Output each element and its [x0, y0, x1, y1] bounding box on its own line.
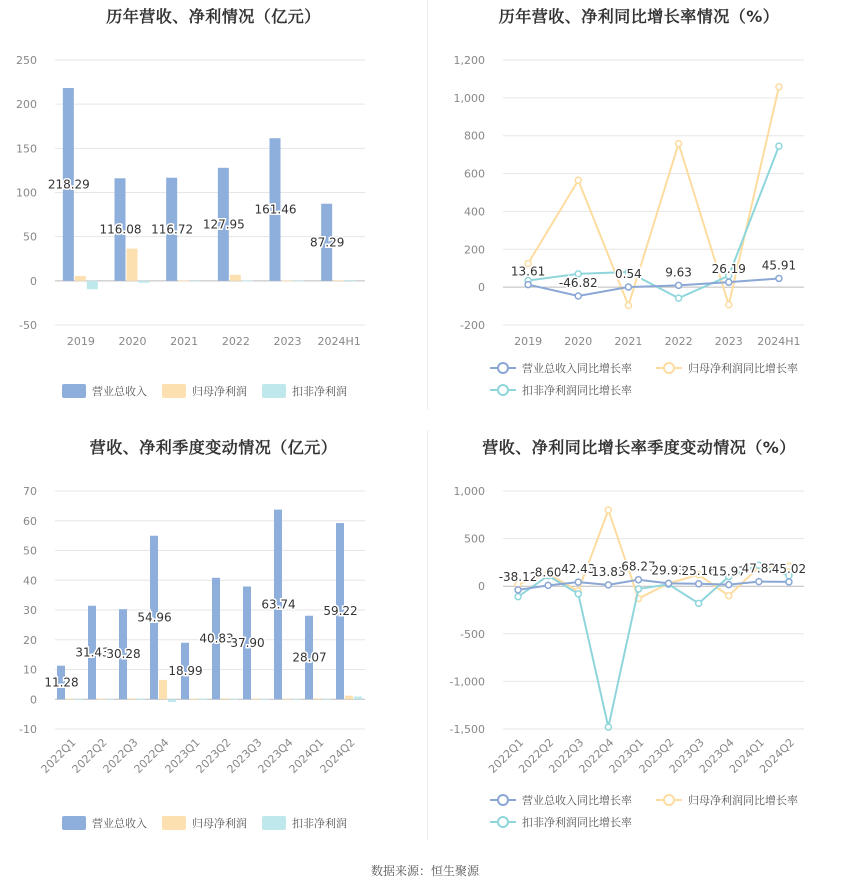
bar — [137, 699, 145, 700]
y-tick-label: 1,000 — [453, 485, 485, 498]
data-point — [726, 302, 732, 308]
x-tick-label: 2022Q1 — [38, 735, 79, 776]
bar — [354, 697, 362, 700]
data-label: 15.97 — [711, 564, 746, 579]
y-tick-label: 150 — [16, 142, 37, 156]
x-tick-label: 2020 — [564, 335, 593, 348]
legend-label: 营业总收入同比增长率 — [522, 362, 632, 375]
data-point — [525, 282, 531, 288]
data-label: 54.96 — [137, 610, 172, 625]
legend-label: 扣非净利润同比增长率 — [522, 816, 632, 829]
chart-title: 历年营收、净利同比增长率情况（%） — [498, 7, 780, 26]
legend-label: 营业总收入 — [92, 385, 147, 398]
x-tick-label: 2023Q4 — [696, 735, 737, 776]
bar — [345, 696, 353, 700]
panel-quarterly-growth — [428, 425, 850, 855]
legend-marker-swatch — [498, 817, 508, 827]
x-tick-label: 2022Q2 — [516, 735, 557, 776]
data-point — [726, 593, 732, 599]
bar — [221, 698, 229, 699]
y-tick-label: 50 — [23, 230, 37, 244]
series-line — [518, 565, 789, 727]
y-tick-label: 0 — [478, 580, 485, 594]
data-label: 68.27 — [621, 559, 656, 574]
bar — [127, 249, 138, 281]
legend-label: 营业总收入 — [92, 817, 147, 830]
data-point — [776, 143, 782, 149]
quarterly-amounts-chart — [0, 425, 427, 855]
y-tick-label: 40 — [23, 574, 37, 588]
data-point — [776, 275, 782, 281]
data-label: 37.90 — [230, 635, 265, 650]
legend-marker-swatch — [498, 795, 508, 805]
legend-marker-swatch — [664, 795, 674, 805]
legend-swatch — [162, 816, 186, 830]
x-tick-label: 2023Q2 — [193, 735, 234, 776]
y-tick-label: 200 — [16, 98, 37, 112]
data-label: 161.46 — [254, 202, 297, 217]
data-point — [635, 586, 641, 592]
data-label: 59.22 — [323, 604, 358, 619]
bar — [128, 698, 136, 699]
data-point — [696, 600, 702, 606]
data-label: 25.16 — [681, 563, 716, 578]
data-label: 29.93 — [651, 563, 686, 578]
panel-quarterly-amounts — [0, 425, 427, 855]
annual-amounts-chart — [0, 0, 427, 420]
data-label: 87.29 — [309, 235, 345, 250]
data-label: 218.29 — [47, 177, 90, 192]
data-point — [605, 507, 611, 513]
y-tick-label: -10 — [19, 723, 37, 736]
y-tick-label: -1,500 — [449, 723, 485, 736]
x-tick-label: 2023Q3 — [224, 735, 265, 776]
x-tick-label: 2021 — [170, 335, 199, 348]
y-tick-label: 30 — [23, 604, 37, 617]
data-point — [726, 582, 732, 588]
data-point — [676, 295, 682, 301]
x-tick-label: 2024H1 — [757, 335, 801, 348]
data-point — [575, 177, 581, 183]
panel-annual-growth — [428, 0, 850, 420]
y-tick-label: 600 — [464, 167, 485, 181]
x-tick-label: 2023 — [714, 335, 743, 348]
annual-growth-chart — [428, 0, 850, 420]
bar — [242, 281, 253, 282]
y-tick-label: 800 — [464, 129, 485, 143]
legend-marker-swatch — [498, 363, 508, 373]
legend-marker-swatch — [498, 385, 508, 395]
y-tick-label: 200 — [464, 243, 485, 257]
y-tick-label: 20 — [23, 633, 37, 647]
data-point — [625, 303, 631, 309]
data-point — [605, 724, 611, 730]
bar — [199, 699, 207, 700]
data-point — [575, 591, 581, 597]
data-label: 8.60 — [534, 565, 562, 580]
y-tick-label: 10 — [23, 663, 37, 677]
bar — [190, 281, 201, 282]
x-tick-label: 2022Q4 — [576, 735, 617, 776]
bar — [139, 281, 150, 283]
bar — [168, 699, 176, 702]
y-tick-label: 500 — [464, 532, 485, 546]
y-tick-label: 0 — [478, 281, 485, 295]
chart-title: 营收、净利同比增长率季度变动情况（%） — [482, 438, 796, 457]
y-tick-label: -200 — [460, 319, 485, 332]
legend-label: 归母净利润同比增长率 — [688, 362, 798, 375]
x-tick-label: 2023Q3 — [666, 735, 707, 776]
bar — [345, 280, 356, 281]
data-point — [786, 579, 792, 585]
legend-label: 扣非净利润 — [292, 385, 347, 398]
bar — [282, 281, 293, 282]
y-tick-label: 50 — [23, 544, 37, 558]
data-label: 42.43 — [561, 562, 596, 577]
data-label: 47.82 — [741, 561, 777, 576]
y-tick-label: 70 — [23, 485, 37, 498]
legend-swatch — [262, 816, 286, 830]
data-label: 45.02 — [771, 561, 807, 576]
y-tick-label: 60 — [23, 514, 37, 528]
x-tick-label: 2022Q3 — [100, 735, 141, 776]
x-tick-label: 2022 — [221, 335, 250, 348]
data-label: 26.19 — [711, 262, 746, 277]
bar — [75, 699, 83, 700]
y-tick-label: 250 — [16, 54, 37, 67]
bar — [75, 276, 86, 281]
x-tick-label: 2019 — [514, 335, 543, 348]
bar — [230, 275, 241, 281]
x-tick-label: 2023Q1 — [606, 735, 647, 776]
data-label: 116.08 — [99, 222, 142, 237]
data-label: -38.12 — [498, 569, 538, 584]
data-point — [676, 141, 682, 147]
bar — [314, 698, 322, 699]
x-tick-label: 2024Q2 — [317, 735, 358, 776]
data-point — [625, 284, 631, 290]
y-tick-label: 100 — [16, 186, 37, 200]
legend-swatch — [62, 384, 86, 398]
data-label: 28.07 — [292, 650, 327, 665]
x-tick-label: 2024Q1 — [726, 735, 767, 776]
x-tick-label: 2022Q1 — [486, 735, 527, 776]
x-tick-label: 2020 — [118, 335, 147, 348]
x-tick-label: 2021 — [614, 335, 643, 348]
bar — [159, 680, 167, 699]
data-point — [575, 579, 581, 585]
data-label: 9.63 — [665, 265, 692, 280]
bar — [66, 699, 74, 700]
y-tick-label: -50 — [19, 319, 37, 332]
data-label: -46.82 — [558, 276, 598, 291]
bar — [252, 699, 260, 700]
legend-swatch — [262, 384, 286, 398]
x-tick-label: 2024Q1 — [286, 735, 327, 776]
bar — [333, 280, 344, 281]
bar — [283, 699, 291, 700]
data-label: 13.83 — [591, 564, 626, 579]
data-point — [605, 582, 611, 588]
data-label: 116.72 — [151, 222, 194, 237]
data-label: 40.83 — [199, 631, 234, 646]
x-tick-label: 2022Q3 — [546, 735, 587, 776]
legend-label: 归母净利润 — [192, 385, 247, 398]
quarterly-growth-chart — [428, 425, 850, 855]
data-label: 11.28 — [44, 675, 79, 690]
x-tick-label: 2023Q4 — [255, 735, 296, 776]
x-tick-label: 2022Q2 — [69, 735, 110, 776]
bar — [323, 699, 331, 700]
data-label: 13.61 — [510, 264, 546, 279]
x-tick-label: 2022Q4 — [131, 735, 172, 776]
y-tick-label: -1,000 — [449, 675, 485, 689]
x-tick-label: 2022 — [664, 335, 693, 348]
legend-label: 归母净利润 — [192, 817, 247, 830]
data-label: 31.43 — [75, 645, 110, 660]
data-label: 30.28 — [106, 647, 141, 662]
legend-label: 扣非净利润 — [292, 817, 347, 830]
bar — [87, 281, 98, 289]
x-tick-label: 2023Q1 — [162, 735, 203, 776]
bar — [292, 699, 300, 700]
legend-marker-swatch — [664, 363, 674, 373]
data-point — [635, 577, 641, 583]
legend-label: 扣非净利润同比增长率 — [522, 384, 632, 397]
y-tick-label: 400 — [464, 205, 485, 219]
x-tick-label: 2023Q2 — [636, 735, 677, 776]
legend-swatch — [62, 816, 86, 830]
data-point — [515, 587, 521, 593]
data-label: 127.95 — [202, 217, 245, 232]
data-point — [726, 279, 732, 285]
data-label: 18.99 — [168, 664, 203, 679]
legend-swatch — [162, 384, 186, 398]
legend-label: 营业总收入同比增长率 — [522, 794, 632, 807]
bar — [178, 281, 189, 282]
y-tick-label: -500 — [460, 627, 485, 641]
x-tick-label: 2024H1 — [317, 335, 361, 348]
data-label: 63.74 — [261, 597, 296, 612]
data-point — [545, 582, 551, 588]
legend-label: 归母净利润同比增长率 — [688, 794, 798, 807]
bar — [261, 699, 269, 700]
data-point — [776, 84, 782, 90]
series-line — [518, 510, 789, 599]
x-tick-label: 2023 — [273, 335, 302, 348]
data-point — [575, 293, 581, 299]
bar — [106, 699, 114, 700]
y-tick-label: 0 — [30, 693, 37, 707]
bar — [294, 281, 305, 282]
x-tick-label: 2019 — [66, 335, 95, 348]
data-label: 0.54 — [615, 267, 642, 282]
x-tick-label: 2024Q2 — [757, 735, 798, 776]
data-label: 45.91 — [761, 258, 797, 273]
data-point — [696, 581, 702, 587]
y-tick-label: 1,000 — [453, 91, 485, 105]
y-tick-label: 1,200 — [453, 54, 485, 67]
panel-annual-amounts — [0, 0, 427, 420]
bar — [97, 699, 105, 700]
data-point — [666, 580, 672, 586]
data-source-label: 数据来源：恒生聚源 — [370, 864, 479, 878]
chart-title: 历年营收、净利情况（亿元） — [106, 7, 321, 26]
bar — [190, 699, 198, 700]
data-point — [756, 579, 762, 585]
data-point — [515, 594, 521, 600]
data-point — [676, 282, 682, 288]
y-tick-label: 0 — [30, 274, 37, 288]
chart-title: 营收、净利季度变动情况（亿元） — [89, 438, 338, 457]
bar — [230, 699, 238, 700]
